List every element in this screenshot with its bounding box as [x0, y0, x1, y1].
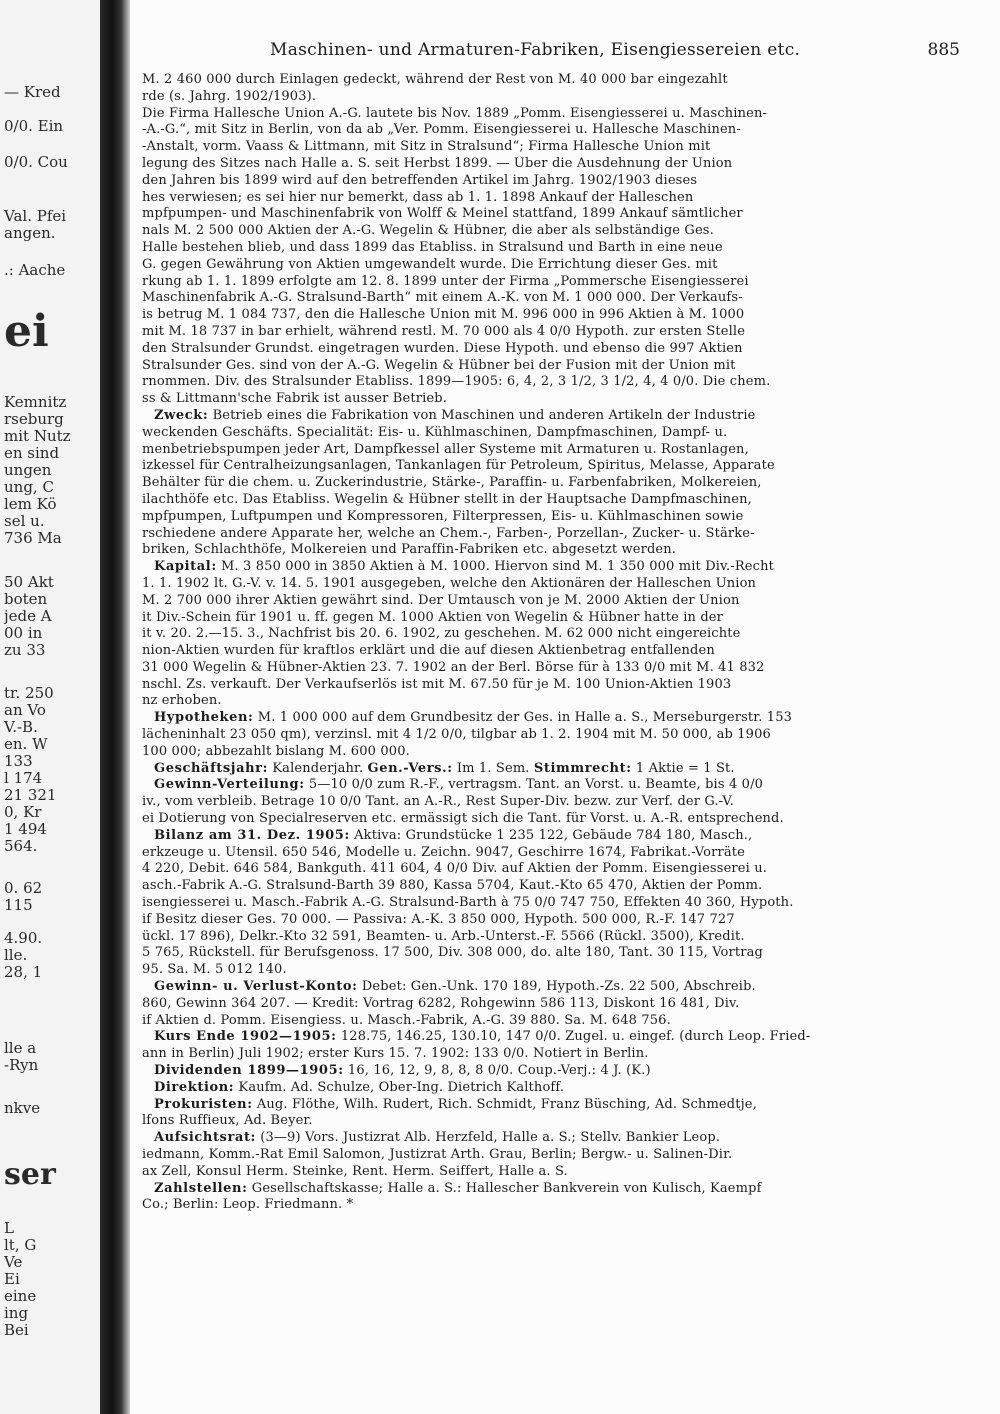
- text-line: [142, 139, 952, 156]
- section-heading: Hypotheken:: [154, 710, 254, 726]
- text-line: [142, 660, 952, 677]
- line-text: hes verwiesen; es sei hier nur bemerkt, dass ab 1. 1. 1898 Ankauf der Halleschen: [142, 189, 694, 205]
- adjacent-page-fragment: Bei: [4, 1322, 29, 1339]
- adjacent-page-fragment: tr. 250: [4, 685, 54, 702]
- line-text: 95. Sa. M. 5 012 140.: [142, 962, 287, 978]
- text-line: [142, 122, 952, 139]
- line-text: briken, Schlachthöfe, Molkereien und Paraffin-Fabriken etc. abgesetzt werden.: [142, 542, 677, 558]
- text-line: [142, 1130, 952, 1147]
- adjacent-page-fragment: en sind: [4, 445, 60, 462]
- line-text: ei Dotierung von Specialreserven etc. ermässigt sich die Tant. für Vorst. u. A.-R. entsprechend.: [142, 811, 784, 827]
- adjacent-page-fragment: .: Aache: [4, 262, 66, 279]
- text-line: [142, 1029, 952, 1046]
- text-line: [142, 257, 952, 274]
- adjacent-page-fragment: en. W: [4, 736, 48, 753]
- adjacent-page-fragment: 4.90.: [4, 930, 43, 947]
- text-line: [142, 290, 952, 307]
- text-line: [142, 677, 952, 694]
- line-text: Kalenderjahr.: [268, 760, 368, 776]
- text-line: [142, 89, 952, 106]
- line-text: 5 765, Rückstell. für Berufsgenoss. 17 500, Div. 308 000, do. alte 180, Tant. 30 115, Vortrag: [142, 945, 764, 961]
- adjacent-page-fragment: jede A: [4, 608, 52, 625]
- text-line: [142, 156, 952, 173]
- section-heading: Geschäftsjahr:: [154, 760, 269, 776]
- line-text: 860, Gewinn 364 207. — Kredit: Vortrag 6282, Rohgewinn 586 113, Diskont 16 481, Div.: [142, 995, 740, 1011]
- section-heading: Dividenden 1899—1905:: [154, 1063, 344, 1079]
- line-text: iv., vom verbleib. Betrage 10 0/0 Tant. an A.-R., Rest Super-Div. bezw. zur Verf. der G.-V.: [142, 794, 734, 810]
- adjacent-page-fragment: eine: [4, 1288, 37, 1305]
- adjacent-page-fragment: 0. 62: [4, 880, 43, 897]
- adjacent-page-fragment: an Vo: [4, 702, 46, 719]
- text-line: [142, 206, 952, 223]
- section-heading: Kurs Ende 1902—1905:: [154, 1029, 337, 1045]
- line-text: Behälter für die chem. u. Zuckerindustrie, Stärke-, Paraffin- u. Farbenfabriken, Molkereien,: [142, 475, 762, 491]
- line-text: it Div.-Schein für 1901 u. ff. gegen M. 1000 Aktien von Wegelin & Hübner hatte in der: [142, 609, 724, 625]
- adjacent-page-fragment: Val. Pfei: [4, 208, 67, 225]
- section-heading: Zweck:: [154, 407, 209, 423]
- adjacent-page-fragment: 28, 1: [4, 964, 43, 981]
- line-text: if Aktien d. Pomm. Eisengiess. u. Masch.-Fabrik, A.-G. 39 880. Sa. M. 648 756.: [142, 1012, 671, 1028]
- adjacent-page-fragment: 0, Kr: [4, 804, 42, 821]
- text-line: [142, 761, 952, 778]
- line-text: iedmann, Komm.-Rat Emil Salomon, Justizrat Arth. Grau, Berlin; Bergw.- u. Salinen-Dir.: [142, 1147, 733, 1162]
- text-line: [142, 190, 952, 207]
- line-text: 31 000 Wegelin & Hübner-Aktien 23. 7. 1902 an der Berl. Börse für à 133 0/0 mit M. 41 832: [142, 659, 765, 675]
- article-body: [142, 72, 952, 1214]
- adjacent-page-fragment: 133: [4, 753, 33, 770]
- line-text: -A.-G.“, mit Sitz in Berlin, von da ab „Ver. Pomm. Eisengiesserei u. Hallesche Maschinen-: [142, 122, 741, 138]
- adjacent-page-fragment: V.-B.: [4, 719, 38, 736]
- line-text: 100 000; abbezahlt bislang M. 600 000.: [142, 743, 410, 759]
- line-text: weckenden Geschäfts. Specialität: Eis- u. Kühlmaschinen, Dampfmaschinen, Dampf- u.: [142, 424, 728, 440]
- section-heading: Zahlstellen:: [154, 1180, 248, 1196]
- section-heading: Bilanz am 31. Dez. 1905:: [154, 827, 350, 843]
- text-line: [142, 962, 952, 979]
- text-line: [142, 744, 952, 761]
- text-line: [142, 559, 952, 576]
- text-line: [142, 828, 952, 845]
- section-heading: Gen.-Vers.:: [367, 760, 453, 776]
- adjacent-page-fragment: mit Nutz: [4, 428, 71, 445]
- line-text: ss & Littmann'sche Fabrik ist ausser Betrieb.: [142, 391, 447, 407]
- line-text: Betrieb eines die Fabrikation von Maschinen und anderen Artikeln der Industrie: [208, 407, 756, 423]
- line-text: rschiedene andere Apparate her, welche an Chem.-, Farben-, Porzellan-, Zucker- u. Stärke-: [142, 525, 755, 541]
- adjacent-page-fragment: 21 321: [4, 787, 57, 804]
- line-text: izkessel für Centralheizungsanlagen, Tankanlagen für Petroleum, Spiritus, Melasse, Apparate: [142, 458, 775, 474]
- line-text: ann in Berlin) Juli 1902; erster Kurs 15. 7. 1902: 133 0/0. Notiert in Berlin.: [142, 1046, 649, 1062]
- line-text: if Besitz dieser Ges. 70 000. — Passiva: A.-K. 3 850 000, Hypoth. 500 000, R.-F. 147 727: [142, 911, 735, 927]
- section-heading: Gewinn- u. Verlust-Konto:: [154, 979, 358, 995]
- adjacent-page-fragment: angen.: [4, 225, 56, 242]
- text-line: [142, 72, 952, 89]
- text-line: [142, 912, 952, 929]
- adjacent-page-fragment: nkve: [4, 1100, 41, 1117]
- text-line: [142, 240, 952, 257]
- section-heading: Stimmrecht:: [533, 760, 632, 776]
- text-line: [142, 979, 952, 996]
- text-line: [142, 1164, 952, 1181]
- text-line: [142, 626, 952, 643]
- line-text: (3—9) Vors. Justizrat Alb. Herzfeld, Halle a. S.; Stellv. Bankier Leop.: [255, 1130, 721, 1146]
- text-line: [142, 1046, 952, 1063]
- text-line: [142, 526, 952, 543]
- text-line: [142, 324, 952, 341]
- line-text: menbetriebspumpen jeder Art, Dampfkessel aller Systeme mit Armaturen u. Rostanlagen,: [142, 441, 749, 457]
- adjacent-page-strip: [0, 0, 100, 1414]
- line-text: 1. 1. 1902 lt. G.-V. v. 14. 5. 1901 ausgegeben, welche den Aktionären der Halleschen Union: [142, 575, 757, 591]
- adjacent-page-fragment: l 174: [4, 770, 43, 787]
- text-line: [142, 1080, 952, 1097]
- document-page: [130, 0, 1000, 1414]
- page-header: [130, 40, 960, 64]
- line-text: lächeninhalt 23 050 qm), verzinsl. mit 4 1/2 0/0, tilgbar ab 1. 2. 1904 mit M. 50 000, ab 1906: [142, 727, 771, 743]
- text-line: [142, 542, 952, 559]
- text-line: [142, 777, 952, 794]
- text-line: [142, 1097, 952, 1114]
- text-line: [142, 391, 952, 408]
- adjacent-page-fragment: zu 33: [4, 642, 46, 659]
- running-title: Maschinen- und Armaturen-Fabriken, Eisengiessereien etc.: [270, 40, 801, 60]
- adjacent-page-fragment: ung, C: [4, 479, 54, 496]
- adjacent-page-fragment: 0/0. Ein: [4, 118, 64, 135]
- line-text: Im 1. Sem.: [452, 760, 534, 776]
- line-text: 1 Aktie = 1 St.: [631, 760, 735, 776]
- section-heading: Gewinn-Verteilung:: [154, 777, 305, 793]
- text-line: [142, 845, 952, 862]
- adjacent-page-fragment: -Ryn: [4, 1057, 39, 1074]
- adjacent-page-fragment: 1 494: [4, 821, 47, 838]
- line-text: mpfpumpen- und Maschinenfabrik von Wolff & Meinel stattfand, 1899 Ankauf sämtlicher: [142, 206, 743, 222]
- line-text: 4 220, Debit. 646 584, Bankguth. 411 604, 4 0/0 Div. auf Aktien der Pomm. Eisengiesserei u.: [142, 861, 768, 877]
- line-text: lfons Ruffieux, Ad. Beyer.: [142, 1113, 313, 1129]
- text-line: [142, 1063, 952, 1080]
- book-gutter: [100, 0, 130, 1414]
- adjacent-page-fragment: L: [4, 1220, 14, 1237]
- line-text: erkzeuge u. Utensil. 650 546, Modelle u. Zeichn. 9047, Geschirre 1674, Fabrikat.-Vorräte: [142, 844, 745, 860]
- adjacent-page-fragment: lle a: [4, 1040, 37, 1057]
- adjacent-page-fragment: 736 Ma: [4, 530, 62, 547]
- line-text: Debet: Gen.-Unk. 170 189, Hypoth.-Zs. 22 500, Abschreib.: [357, 979, 756, 995]
- text-line: [142, 576, 952, 593]
- text-line: [142, 693, 952, 710]
- line-text: Gesellschaftskasse; Halle a. S.: Hallescher Bankverein von Kulisch, Kaempf: [247, 1180, 762, 1196]
- adjacent-page-fragment: 00 in: [4, 625, 43, 642]
- line-text: legung des Sitzes nach Halle a. S. seit Herbst 1899. — Über die Ausdehnung der Union: [142, 155, 733, 171]
- text-line: [142, 1181, 952, 1198]
- text-line: [142, 458, 952, 475]
- line-text: mpfpumpen, Luftpumpen und Kompressoren, Filterpressen, Eis- u. Kühlmaschinen sowie: [142, 508, 744, 524]
- section-heading: Kapital:: [154, 559, 217, 575]
- line-text: nschl. Zs. verkauft. Der Verkaufserlös ist mit M. 67.50 für je M. 100 Union-Aktien 1903: [142, 676, 732, 692]
- section-heading: Prokuristen:: [154, 1096, 253, 1112]
- text-line: [142, 408, 952, 425]
- line-text: M. 2 700 000 ihrer Aktien gewährt sind. Der Umtausch von je M. 2000 Aktien der Union: [142, 592, 740, 608]
- line-text: Stralsunder Ges. sind von der A.-G. Wegelin & Hübner bei der Fusion mit der Union mit: [142, 357, 736, 373]
- adjacent-page-fragment: 564.: [4, 838, 38, 855]
- text-line: [142, 106, 952, 123]
- line-text: 16, 16, 12, 9, 8, 8, 8 0/0. Coup.-Verj.: 4 J. (K.): [343, 1063, 651, 1079]
- text-line: [142, 442, 952, 459]
- text-line: [142, 794, 952, 811]
- adjacent-page-fragment: 50 Akt: [4, 574, 54, 591]
- line-text: rnommen. Div. des Stralsunder Etabliss. 1899—1905: 6, 4, 2, 3 1/2, 3 1/2, 4, 4 0/0. Die chem.: [142, 374, 771, 390]
- line-text: Die Firma Hallesche Union A.-G. lautete bis Nov. 1889 „Pomm. Eisengiesserei u. Maschinen-: [142, 105, 768, 121]
- text-line: [142, 878, 952, 895]
- text-line: [142, 643, 952, 660]
- line-text: nals M. 2 500 000 Aktien der A.-G. Wegelin & Hübner, die aber als selbständige Ges.: [142, 223, 714, 239]
- text-line: [142, 173, 952, 190]
- line-text: Aug. Flöthe, Wilh. Rudert, Rich. Schmidt, Franz Büsching, Ad. Schmedtje,: [252, 1096, 757, 1112]
- adjacent-page-fragment: boten: [4, 591, 48, 608]
- line-text: nz erhoben.: [142, 693, 222, 709]
- adjacent-page-fragment: lt, G: [4, 1237, 37, 1254]
- line-text: 5—10 0/0 zum R.-F., vertragsm. Tant. an Vorst. u. Beamte, bis 4 0/0: [304, 777, 764, 793]
- adjacent-page-fragment: sel u.: [4, 513, 45, 530]
- adjacent-page-fragment: ei: [4, 310, 49, 354]
- line-text: it v. 20. 2.—15. 3., Nachfrist bis 20. 6. 1902, zu geschehen. M. 62 000 nicht eingereichte: [142, 626, 741, 642]
- text-line: [142, 1013, 952, 1030]
- line-text: Maschinenfabrik A.-G. Stralsund-Barth“ mit einem A.-K. von M. 1 000 000. Der Verkaufs-: [142, 290, 743, 306]
- section-heading: Aufsichtsrat:: [154, 1130, 256, 1146]
- adjacent-page-fragment: ing: [4, 1305, 29, 1322]
- line-text: G. gegen Gewährung von Aktien umgewandelt wurde. Die Errichtung dieser Ges. mit: [142, 256, 718, 272]
- line-text: den Stralsunder Grundst. eingetragen wurden. Diese Hypoth. und ebenso die 997 Aktien: [142, 340, 743, 356]
- text-line: [142, 307, 952, 324]
- line-text: ax Zell, Konsul Herm. Steinke, Rent. Herm. Seiffert, Halle a. S.: [142, 1163, 568, 1179]
- line-text: -Anstalt, vorm. Vaass & Littmann, mit Sitz in Stralsund“; Firma Hallesche Union mit: [142, 139, 711, 155]
- text-line: [142, 593, 952, 610]
- line-text: is betrug M. 1 084 737, den die Hallesche Union mit M. 996 000 in 996 Aktien à M. 1000: [142, 307, 745, 323]
- line-text: Halle bestehen blieb, und dass 1899 das Etabliss. in Stralsund und Barth in eine neue: [142, 239, 723, 255]
- text-line: [142, 509, 952, 526]
- line-text: mit M. 18 737 in bar erhielt, während restl. M. 70 000 als 4 0/0 Hypoth. zur ersten Stelle: [142, 323, 746, 339]
- section-heading: Direktion:: [154, 1079, 235, 1095]
- text-line: [142, 727, 952, 744]
- line-text: nion-Aktien wurden für kraftlos erklärt und die auf diesen Aktienbetrag entfallenden: [142, 643, 715, 659]
- line-text: ückl. 17 896), Delkr.-Kto 32 591, Beamten- u. Arb.-Unterst.-F. 5566 (Rückl. 3500), Kredit.: [142, 928, 745, 944]
- adjacent-page-fragment: Ve: [4, 1254, 23, 1271]
- line-text: ilachthöfe etc. Das Etabliss. Wegelin & Hübner stellt in der Hauptsache Dampfmaschinen,: [142, 491, 752, 507]
- text-line: [142, 341, 952, 358]
- adjacent-page-fragment: — Kred: [4, 84, 61, 101]
- text-line: [142, 945, 952, 962]
- text-line: [142, 1197, 952, 1214]
- line-text: rkung ab 1. 1. 1899 erfolgte am 12. 8. 1899 unter der Firma „Pommersche Eisengiesserei: [142, 273, 749, 289]
- line-text: Aktiva: Grundstücke 1 235 122, Gebäude 784 180, Masch.,: [349, 827, 753, 843]
- text-line: [142, 710, 952, 727]
- line-text: isengiesserei u. Masch.-Fabrik A.-G. Stralsund-Barth à 75 0/0 747 750, Effekten 40 360, Hypoth.: [142, 895, 794, 911]
- page-number: 885: [927, 40, 960, 60]
- line-text: M. 3 850 000 in 3850 Aktien à M. 1000. Hiervon sind M. 1 350 000 mit Div.-Recht: [216, 559, 774, 575]
- text-line: [142, 811, 952, 828]
- text-line: [142, 1147, 952, 1164]
- text-line: [142, 492, 952, 509]
- line-text: M. 2 460 000 durch Einlagen gedeckt, während der Rest von M. 40 000 bar eingezahlt: [142, 72, 728, 87]
- text-line: [142, 610, 952, 627]
- text-line: [142, 223, 952, 240]
- line-text: rde (s. Jahrg. 1902/1903).: [142, 88, 317, 104]
- text-line: [142, 895, 952, 912]
- adjacent-page-fragment: 0/0. Cou: [4, 154, 68, 171]
- text-line: [142, 861, 952, 878]
- adjacent-page-fragment: lem Kö: [4, 496, 57, 513]
- adjacent-page-fragment: lle.: [4, 947, 28, 964]
- line-text: asch.-Fabrik A.-G. Stralsund-Barth 39 880, Kassa 5704, Kaut.-Kto 65 470, Aktien der Pomm.: [142, 878, 763, 894]
- adjacent-page-fragment: rseburg: [4, 411, 64, 428]
- text-line: [142, 358, 952, 375]
- adjacent-page-fragment: ser: [4, 1160, 56, 1190]
- line-text: 128.75, 146.25, 130.10, 147 0/0. Zugel. u. eingef. (durch Leop. Fried-: [336, 1029, 811, 1045]
- line-text: M. 1 000 000 auf dem Grundbesitz der Ges. in Halle a. S., Merseburgerstr. 153: [253, 710, 793, 726]
- text-line: [142, 274, 952, 291]
- line-text: Kaufm. Ad. Schulze, Ober-Ing. Dietrich Kalthoff.: [234, 1079, 565, 1095]
- line-text: Co.; Berlin: Leop. Friedmann. *: [142, 1197, 354, 1213]
- adjacent-page-fragment: ungen: [4, 462, 52, 479]
- adjacent-page-fragment: Ei: [4, 1271, 20, 1288]
- text-line: [142, 425, 952, 442]
- line-text: den Jahren bis 1899 wird auf den betreffenden Artikel im Jahrg. 1902/1903 dieses: [142, 172, 698, 188]
- text-line: [142, 929, 952, 946]
- text-line: [142, 374, 952, 391]
- text-line: [142, 1113, 952, 1130]
- adjacent-page-fragment: 115: [4, 897, 33, 914]
- text-line: [142, 475, 952, 492]
- text-line: [142, 996, 952, 1013]
- adjacent-page-fragment: Kemnitz: [4, 394, 67, 411]
